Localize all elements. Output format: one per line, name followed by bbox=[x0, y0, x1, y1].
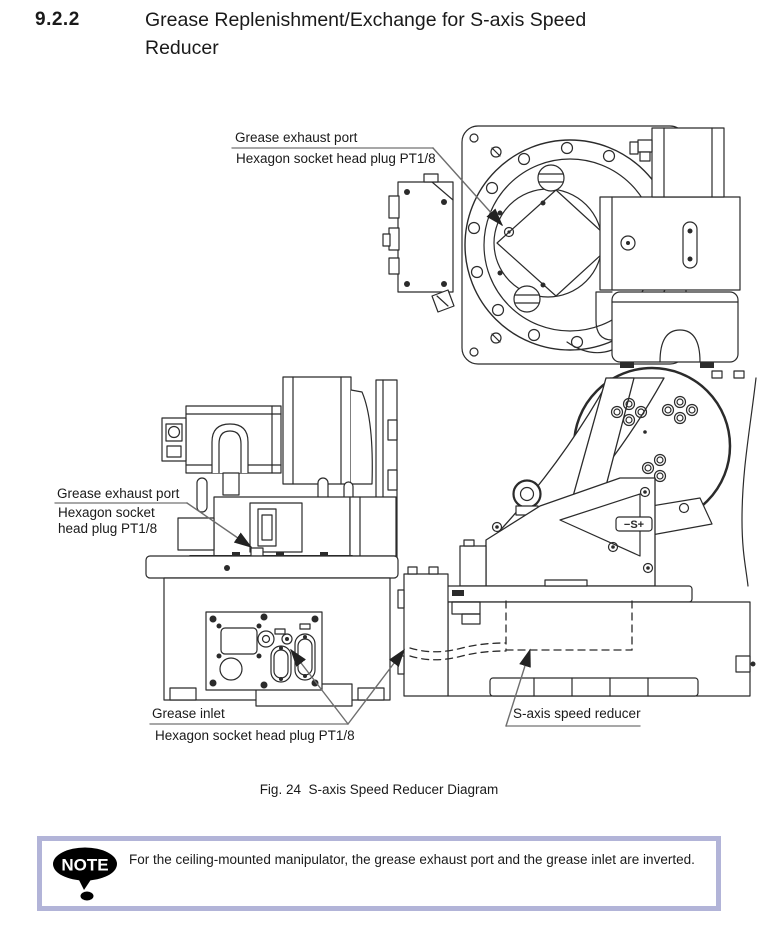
figure-caption: Fig. 24 S-axis Speed Reducer Diagram bbox=[259, 782, 499, 797]
label-left-exhaust-line1: Grease exhaust port bbox=[57, 486, 180, 501]
side-view-drawing bbox=[146, 377, 398, 706]
label-grease-inlet-line1: Grease inlet bbox=[152, 706, 225, 721]
label-grease-inlet-line2: Hexagon socket head plug PT1/8 bbox=[155, 728, 355, 743]
figure-diagram bbox=[0, 95, 758, 775]
label-left-exhaust-line2: Hexagon socket bbox=[58, 505, 155, 520]
note-text: For the ceiling-mounted manipulator, the grease exhaust port and the grease inlet are inverted. bbox=[129, 852, 695, 867]
label-s-axis-speed-reducer: S-axis speed reducer bbox=[513, 706, 641, 721]
note-box bbox=[37, 836, 721, 911]
robot-side-view-drawing bbox=[398, 368, 756, 696]
s-axis-marker-text: −S+ bbox=[623, 519, 645, 531]
note-badge-text: NOTE bbox=[61, 855, 109, 875]
label-top-exhaust-line1: Grease exhaust port bbox=[235, 130, 358, 145]
note-speech-bubble-icon bbox=[51, 845, 123, 903]
s-axis-marker bbox=[616, 517, 652, 531]
section-number: 9.2.2 bbox=[35, 9, 80, 30]
label-left-exhaust-line3: head plug PT1/8 bbox=[58, 521, 158, 536]
section-heading bbox=[35, 9, 650, 62]
top-view-drawing bbox=[383, 126, 740, 368]
label-top-exhaust-line2: Hexagon socket head plug PT1/8 bbox=[236, 151, 436, 166]
section-title: Grease Replenishment/Exchange for S-axis Speed Reducer bbox=[145, 9, 587, 59]
